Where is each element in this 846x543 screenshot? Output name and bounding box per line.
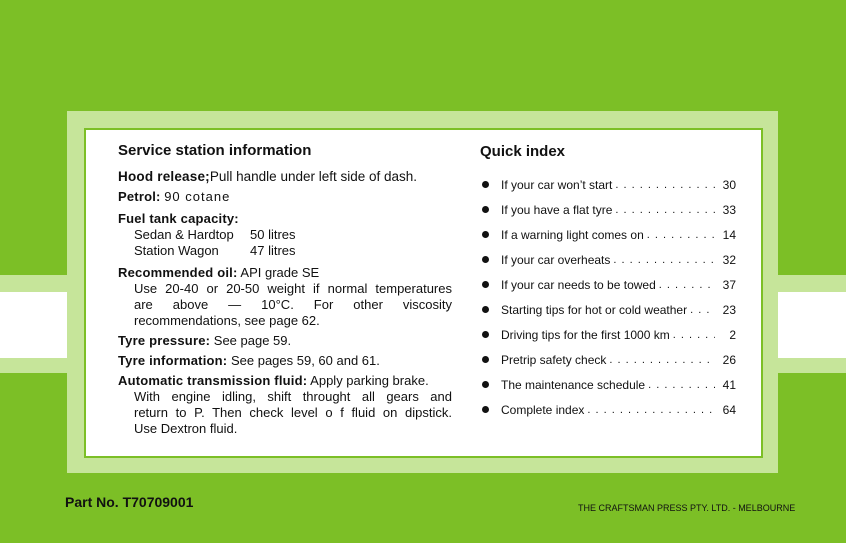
dot-leader (690, 304, 715, 316)
atf-line (118, 373, 452, 389)
bullet-icon (482, 306, 489, 313)
quick-index-item-label: If you have a flat tyre (501, 202, 613, 217)
atf-detail-line: With engine idling, shift throught all gears and (134, 389, 452, 404)
dot-leader (647, 229, 715, 241)
quick-index-item (480, 197, 736, 222)
quick-index-item-label: If your car overheats (501, 252, 611, 267)
bullet-icon (482, 231, 489, 238)
info-card (84, 128, 763, 458)
quick-index-item (480, 247, 736, 272)
quick-index-item (480, 172, 736, 197)
hood-release-line (118, 169, 452, 185)
oil-detail-line: are above — 10°C. For other viscosity (134, 297, 452, 312)
petrol-label: Petrol: (118, 189, 161, 204)
quick-index-item-label: Pretrip safety check (501, 352, 607, 367)
fuel-row-name: Station Wagon (134, 243, 219, 258)
bullet-icon (482, 181, 489, 188)
fuel-tank-label: Fuel tank capacity: (118, 211, 239, 226)
quick-index-item-page: 64 (722, 402, 736, 417)
petrol-text: 90 cotane (164, 189, 231, 204)
fuel-row-name: Sedan & Hardtop (134, 227, 234, 242)
recommended-oil-line (118, 265, 452, 281)
tyre-pressure-label: Tyre pressure: (118, 333, 211, 348)
quick-index-item-page: 37 (722, 277, 736, 292)
atf-text: Apply parking brake. (310, 373, 429, 388)
part-number: Part No. T70709001 (65, 494, 194, 510)
quick-index-section (480, 143, 736, 422)
quick-index-item (480, 397, 736, 422)
atf-detail-line: return to P. Then check level o f fluid on dipstick. (134, 405, 452, 420)
dot-leader (648, 379, 715, 391)
quick-index-item (480, 322, 736, 347)
quick-index-item-page: 32 (722, 252, 736, 267)
atf-label: Automatic transmission fluid: (118, 373, 308, 388)
fuel-row (118, 243, 452, 259)
hood-release-text: Pull handle under left side of dash. (209, 169, 418, 184)
quick-index-item-label: Starting tips for hot or cold weather (501, 302, 688, 317)
service-title: Service station information (118, 142, 312, 159)
fuel-row-value: 47 litres (250, 243, 296, 258)
quick-index-item-label: If your car won’t start (501, 177, 613, 192)
quick-index-item-label: If your car needs to be towed (501, 277, 656, 292)
quick-index-item-label: Driving tips for the first 1000 km (501, 327, 670, 342)
quick-index-item-label: If a warning light comes on (501, 227, 644, 242)
quick-index-item-label: Complete index (501, 402, 585, 417)
quick-index-item (480, 347, 736, 372)
quick-index-item-label: The maintenance schedule (501, 377, 646, 392)
oil-detail-line: Use 20-40 or 20-50 weight if normal temperatures (134, 281, 452, 296)
publisher-credit: THE CRAFTSMAN PRESS PTY. LTD. - MELBOURNE (578, 503, 796, 513)
tyre-info-line (118, 353, 452, 369)
tyre-info-text: See pages 59, 60 and 61. (230, 353, 380, 368)
bullet-icon (482, 256, 489, 263)
quick-index-item-page: 33 (722, 202, 736, 217)
quick-index-item-page: 41 (722, 377, 736, 392)
quick-index-item (480, 272, 736, 297)
dot-leader (615, 204, 715, 216)
recommended-oil-label: Recommended oil: (118, 265, 238, 280)
service-station-section (118, 142, 452, 437)
quick-index-title: Quick index (480, 143, 566, 160)
fuel-row (118, 227, 452, 243)
petrol-line (118, 189, 452, 205)
fuel-row-value: 50 litres (250, 227, 296, 242)
tyre-info-label: Tyre information: (118, 353, 228, 368)
quick-index-item-page: 14 (722, 227, 736, 242)
quick-index-item-page: 26 (722, 352, 736, 367)
dot-leader (587, 404, 715, 416)
atf-detail-line: Use Dextron fluid. (134, 421, 238, 436)
tyre-pressure-line (118, 333, 452, 349)
dot-leader (613, 254, 715, 266)
bullet-icon (482, 206, 489, 213)
quick-index-item-page: 30 (722, 177, 736, 192)
bullet-icon (482, 406, 489, 413)
dot-leader (609, 354, 715, 366)
quick-index-item (480, 222, 736, 247)
bullet-icon (482, 381, 489, 388)
tyre-pressure-text: See page 59. (213, 333, 292, 348)
bullet-icon (482, 331, 489, 338)
dot-leader (659, 279, 715, 291)
bullet-icon (482, 281, 489, 288)
quick-index-item-page: 2 (729, 327, 736, 342)
dot-leader (615, 179, 715, 191)
hood-release-label: Hood release; (118, 169, 210, 184)
quick-index-item (480, 372, 736, 397)
quick-index-item-page: 23 (722, 302, 736, 317)
oil-detail-line: recommendations, see page 62. (134, 313, 320, 328)
bullet-icon (482, 356, 489, 363)
recommended-oil-text: API grade SE (240, 265, 320, 280)
dot-leader (673, 329, 715, 341)
quick-index-item (480, 297, 736, 322)
